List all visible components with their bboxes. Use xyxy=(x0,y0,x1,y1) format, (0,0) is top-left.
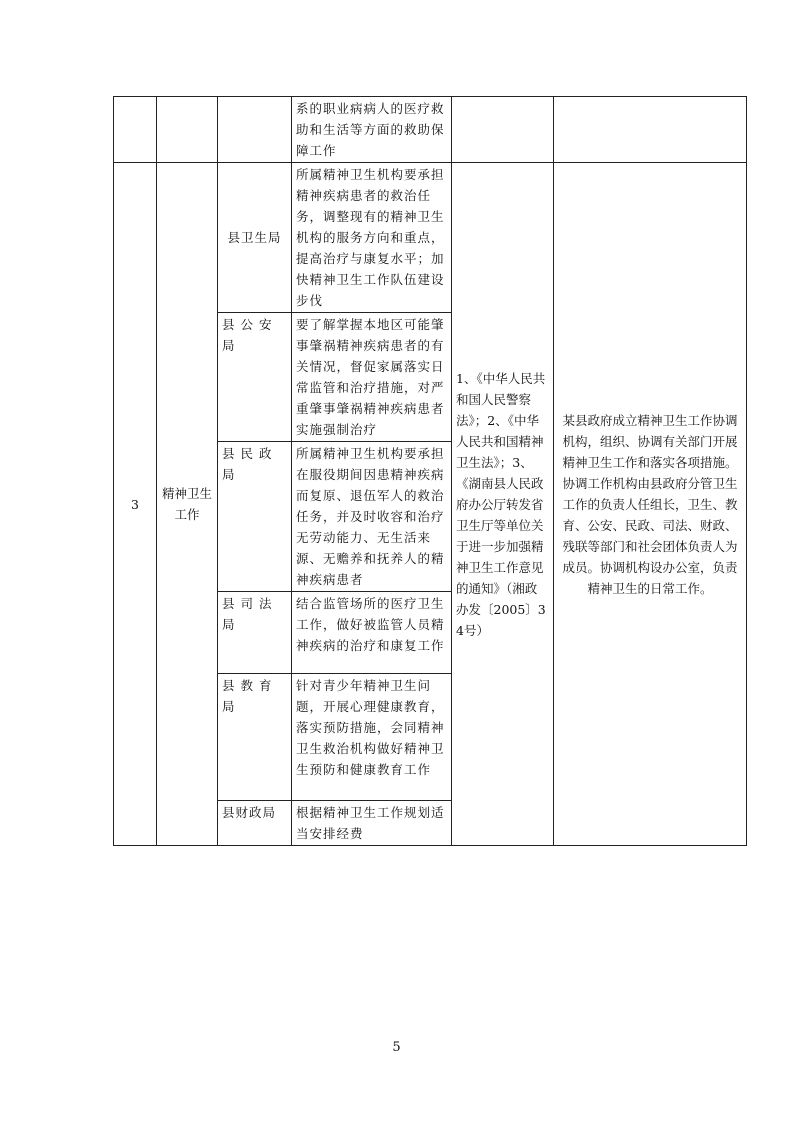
page-number: 5 xyxy=(392,1040,401,1055)
department-name: 县财政局 xyxy=(218,801,292,846)
table-cell xyxy=(218,97,292,163)
department-duty: 所属精神卫生机构要承担在服役期间因患精神疾病而复原、退伍军人的救治任务，并及时收容和治疗无劳动能力、无生活来源、无赡养和抚养人的精神疾病患者 xyxy=(292,442,452,592)
department-name: 县卫生局 xyxy=(218,163,292,313)
organization-description: 某县政府成立精神卫生工作协调机构，组织、协调有关部门开展精神卫生工作和落实各项措施。协调工作机构由县政府分管卫生工作的负责人任组长，卫生、教育、公安、民政、司法、财政、残联等部门和社会团体负责人为成员。协调机构设办公室，负责精神卫生的日常工作。 xyxy=(554,163,747,846)
table-cell xyxy=(554,97,747,163)
department-name: 县民政局 xyxy=(218,442,292,592)
table-cell xyxy=(452,97,554,163)
department-name: 县司法局 xyxy=(218,592,292,674)
department-duty: 针对青少年精神卫生问题，开展心理健康教育，落实预防措施，会同精神卫生救治机构做好精神卫生预防和健康教育工作 xyxy=(292,674,452,801)
table-row xyxy=(114,97,747,163)
department-duty: 根据精神卫生工作规划适当安排经费 xyxy=(292,801,452,846)
department-name: 县公安局 xyxy=(218,313,292,442)
department-duty: 结合监管场所的医疗卫生工作，做好被监管人员精神疾病的治疗和康复工作 xyxy=(292,592,452,674)
department-duty: 要了解掌握本地区可能肇事肇祸精神疾病患者的有关情况，督促家属落实日常监管和治疗措施，对严重肇事肇祸精神疾病患者实施强制治疗 xyxy=(292,313,452,442)
table-cell xyxy=(114,97,157,163)
legal-basis: 1、《中华人民共和国人民警察法》；2、《中华人民共和国精神卫生法》；3、《湖南县人民政府办公厅转发省卫生厅等单位关于进一步加强精神卫生工作意见的通知》（湘政办发〔2005〕34号） xyxy=(452,163,554,846)
duty-cell: 系的职业病病人的医疗救助和生活等方面的救助保障工作 xyxy=(292,97,452,163)
table-row xyxy=(114,163,747,313)
department-duty: 所属精神卫生机构要承担精神疾病患者的救治任务，调整现有的精神卫生机构的服务方向和重点，提高治疗与康复水平；加快精神卫生工作队伍建设步伐 xyxy=(292,163,452,313)
work-responsibility-table xyxy=(113,96,747,846)
section-number: 3 xyxy=(114,163,157,846)
section-type: 精神卫生工作 xyxy=(157,163,218,846)
table-cell xyxy=(157,97,218,163)
department-name: 县教育局 xyxy=(218,674,292,801)
